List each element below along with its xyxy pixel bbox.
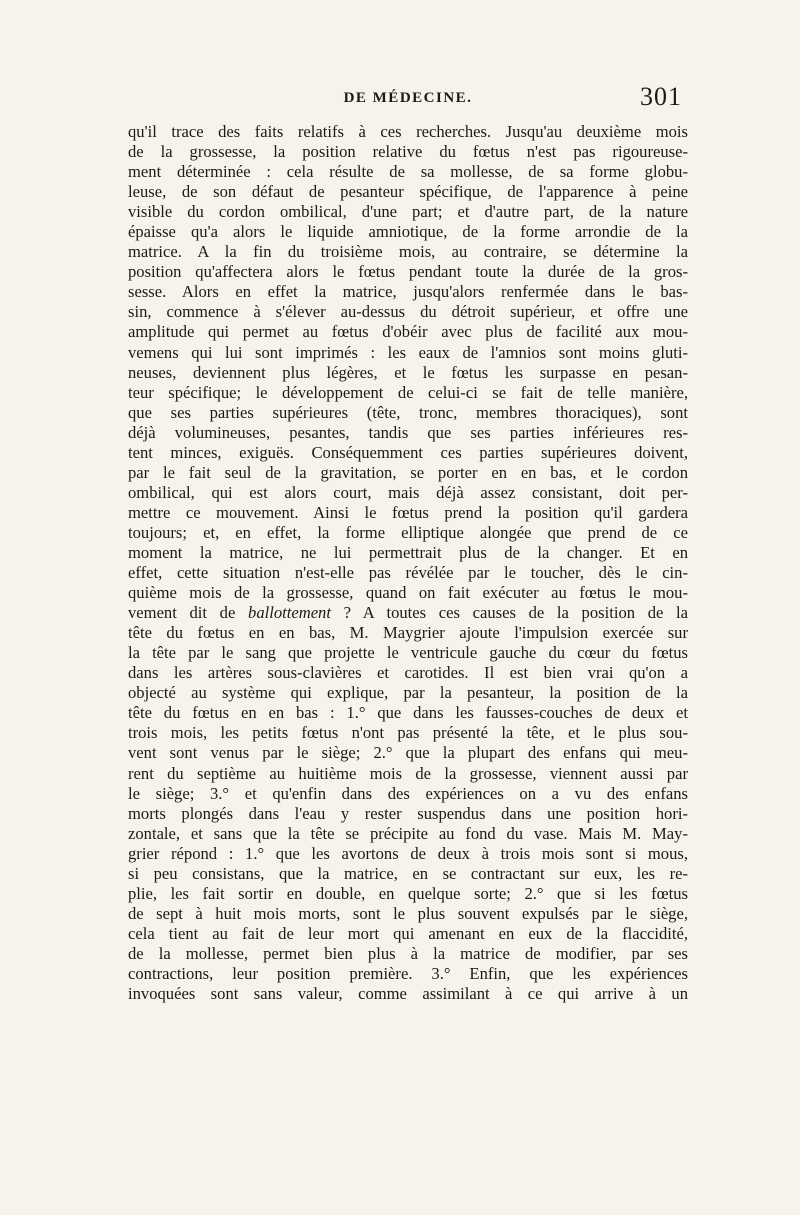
text-line: la tête par le sang que projette le ventricule gauche du cœur du fœtus — [128, 643, 688, 663]
text-line: qu'il trace des faits relatifs à ces recherches. Jusqu'au deuxième mois — [128, 122, 688, 141]
body-text — [128, 122, 688, 1004]
text-line: par le fait seul de la gravitation, se porter en en bas, et le cordon — [128, 462, 688, 482]
text-line: vent sont venus par le siège; 2.° que la plupart des enfans qui meu- — [128, 743, 688, 763]
text-line: de la grossesse, la position relative du fœtus n'est pas rigoureuse- — [128, 142, 688, 162]
text-line: amplitude qui permet au fœtus d'obéir avec plus de facilité aux mou- — [128, 322, 688, 342]
text-line: tête du fœtus en en bas : 1.° que dans les fausses-couches de deux et — [128, 703, 688, 723]
text-line: morts plongés dans l'eau y rester suspendus dans une position hori- — [128, 803, 688, 823]
text-line: tête du fœtus en en bas, M. Maygrier ajoute l'impulsion exercée sur — [128, 623, 688, 643]
text-line: leuse, de son défaut de pesanteur spécifique, de l'apparence à peine — [128, 182, 688, 202]
text-line: contractions, leur position première. 3.° Enfin, que les expériences — [128, 963, 688, 983]
text-line: épaisse qu'a alors le liquide amniotique, de la forme arrondie de la — [128, 222, 688, 242]
text-line: le siège; 3.° et qu'enfin dans des expériences on a vu des enfans — [128, 783, 688, 803]
text-line: cela tient au fait de leur mort qui amenant en eux de la flaccidité, — [128, 923, 688, 943]
text-line: position qu'affectera alors le fœtus pendant toute la durée de la gros- — [128, 262, 688, 282]
text-line: vemens qui lui sont imprimés : les eaux de l'amnios sont moins gluti- — [128, 342, 688, 362]
text-line: neuses, deviennent plus légères, et le fœtus les surpasse en pesan- — [128, 362, 688, 382]
text-line: déjà volumineuses, pesantes, tandis que ses parties inférieures res- — [128, 422, 688, 442]
text-line: quième mois de la grossesse, quand on fait exécuter au fœtus le mou- — [128, 583, 688, 603]
text-line: invoquées sont sans valeur, comme assimilant à ce qui arrive à un — [128, 984, 688, 1004]
text-line: mettre ce mouvement. Ainsi le fœtus prend la position qu'il gardera — [128, 502, 688, 522]
text-line: toujours; et, en effet, la forme elliptique alongée que prend de ce — [128, 522, 688, 542]
text-line: trois mois, les petits fœtus n'ont pas présenté la tête, et le plus sou- — [128, 723, 688, 743]
text-line: ombilical, qui est alors court, mais déjà assez consistant, doit per- — [128, 482, 688, 502]
running-title: DE MÉDECINE. — [343, 90, 473, 106]
text-line: objecté au système qui explique, par la pesanteur, la position de la — [128, 683, 688, 703]
text-line: rent du septième au huitième mois de la grossesse, viennent aussi par — [128, 763, 688, 783]
running-head — [128, 82, 688, 118]
text-line: moment la matrice, ne lui permettrait plus de la changer. Et en — [128, 542, 688, 562]
text-line: zontale, et sans que la tête se précipite au fond du vase. Mais M. May- — [128, 823, 688, 843]
text-line: sesse. Alors en effet la matrice, jusqu'alors renfermée dans le bas- — [128, 282, 688, 302]
page-number: 301 — [640, 82, 682, 111]
text-line: de la mollesse, permet bien plus à la matrice de modifier, par ses — [128, 943, 688, 963]
text-line: grier répond : 1.° que les avortons de deux à trois mois sont si mous, — [128, 843, 688, 863]
text-line: ment déterminée : cela résulte de sa mollesse, de sa forme globu- — [128, 162, 688, 182]
text-line: que ses parties supérieures (tête, tronc, membres thoraciques), sont — [128, 402, 688, 422]
text-line: sin, commence à s'élever au-dessus du détroit supérieur, et offre une — [128, 302, 688, 322]
text-segment: ? A toutes ces causes de la position de la — [330, 603, 688, 623]
text-line: si peu consistans, que la matrice, en se contractant sur eux, les re- — [128, 863, 688, 883]
text-line-with-italic — [128, 603, 688, 623]
text-line: visible du cordon ombilical, d'une part; et d'autre part, de la nature — [128, 202, 688, 222]
text-segment: vement dit de — [128, 603, 249, 623]
text-line: dans les artères sous-clavières et carotides. Il est bien vrai qu'on a — [128, 663, 688, 683]
text-line: de sept à huit mois morts, sont le plus souvent expulsés par le siège, — [128, 903, 688, 923]
text-line: effet, cette situation n'est-elle pas révélée par le toucher, dès le cin- — [128, 563, 688, 583]
text-line: tent minces, exiguës. Conséquemment ces parties supérieures doivent, — [128, 442, 688, 462]
text-line: teur spécifique; le développement de celui-ci se fait de telle manière, — [128, 382, 688, 402]
page — [128, 82, 688, 1004]
text-line: plie, les fait sortir en double, en quelque sorte; 2.° que si les fœtus — [128, 883, 688, 903]
text-line: matrice. A la fin du troisième mois, au contraire, se détermine la — [128, 242, 688, 262]
italic-term: ballottement — [248, 603, 331, 623]
